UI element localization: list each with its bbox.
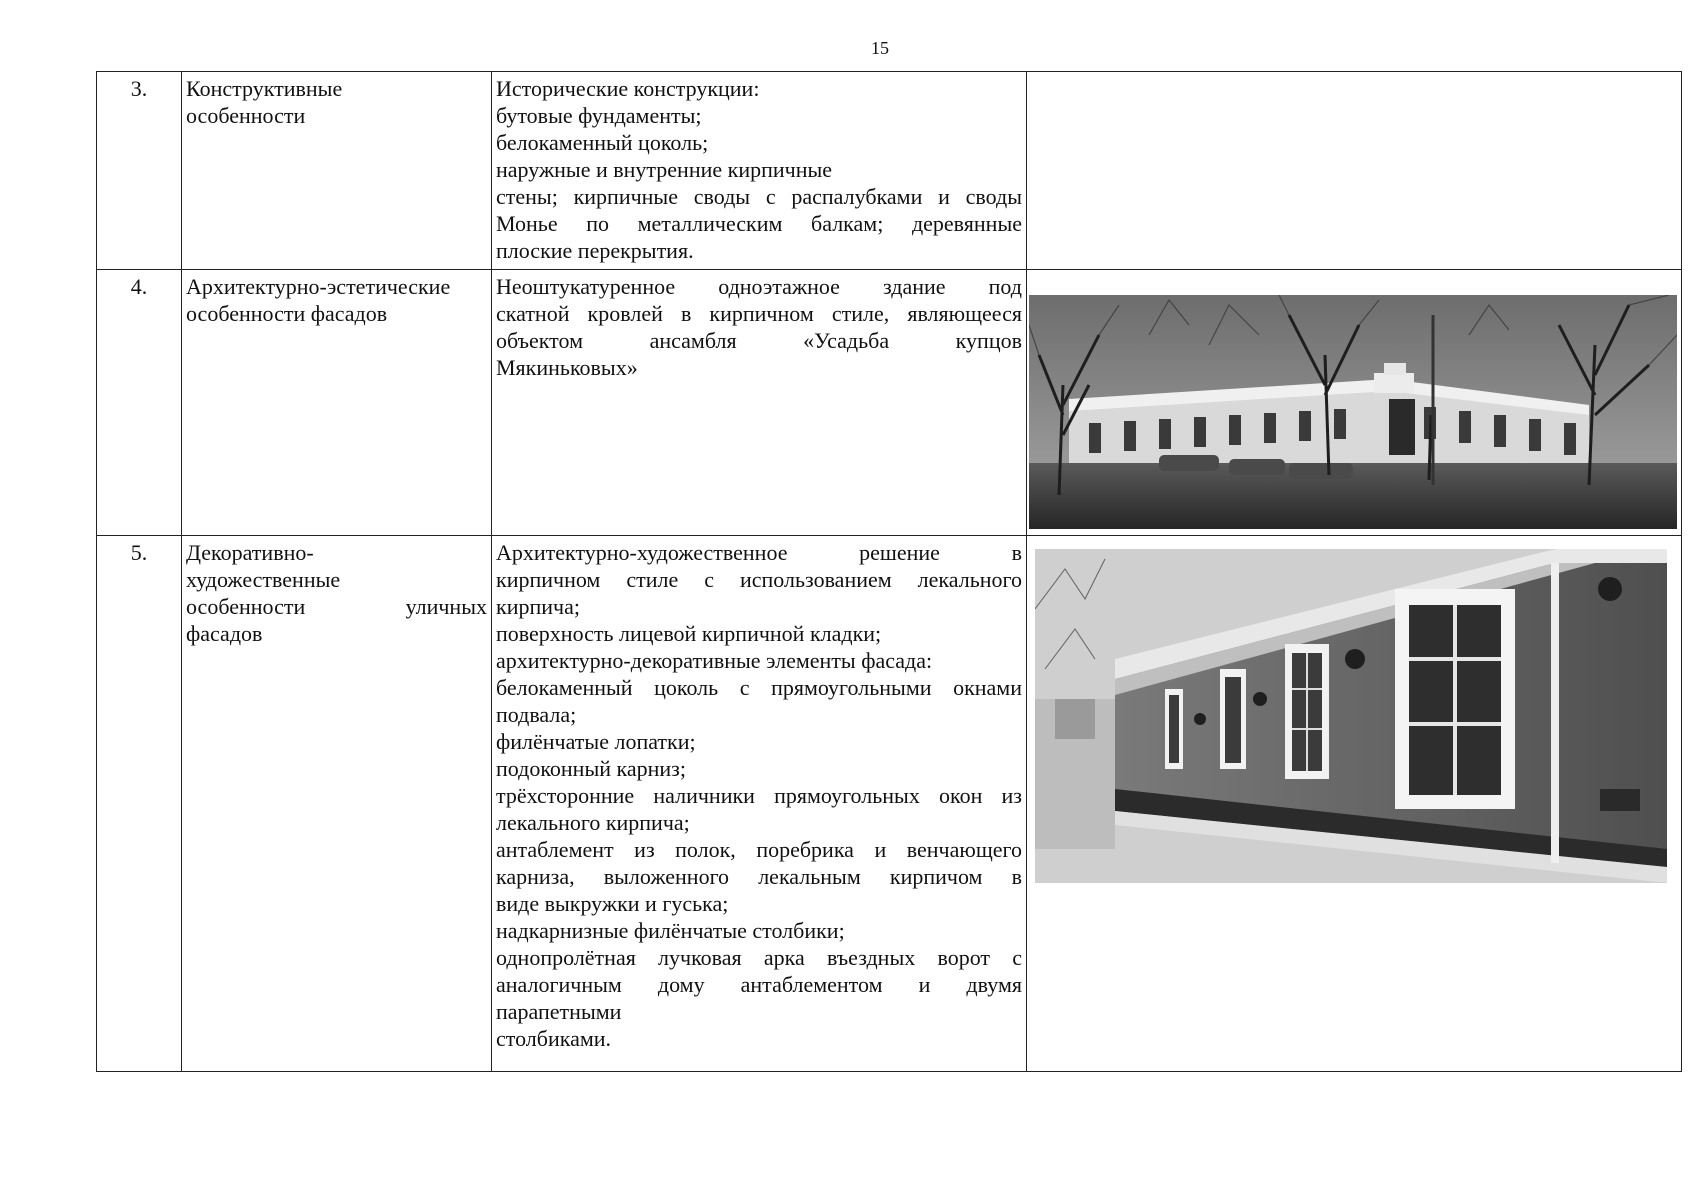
row-number: 4. — [97, 270, 182, 536]
description-line: скатной кровлей в кирпичном стиле, являющееся — [496, 301, 1022, 326]
photo-corner-building-street — [1029, 295, 1677, 529]
description-line: парапетными — [496, 999, 622, 1024]
description-line: бутовые фундаменты; — [496, 103, 702, 128]
description-line: лекального кирпича; — [496, 810, 690, 835]
description-line: белокаменный цоколь с прямоугольными окнами — [496, 675, 1022, 700]
description-line: трёхсторонние наличники прямоугольных окон из — [496, 783, 1022, 808]
description-line: Исторические конструкции: — [496, 76, 760, 101]
description-line: аналогичным дому антаблементом и двумя — [496, 972, 1022, 997]
description-line: Архитектурно-художественное решение в — [496, 540, 1022, 565]
feature-name-line: фасадов — [186, 621, 263, 646]
description-line: объектом ансамбля «Усадьба купцов — [496, 328, 1022, 353]
feature-name-line: Конструктивные — [186, 76, 343, 101]
feature-name-line: особенности — [186, 103, 306, 128]
feature-name-line: особенности уличных — [186, 594, 487, 619]
description-line: кирпича; — [496, 594, 580, 619]
feature-name-line: особенности фасадов — [186, 301, 388, 326]
description-line: столбиками. — [496, 1026, 612, 1051]
description-line: антаблемент из полок, поребрика и венчающего — [496, 837, 1022, 862]
table-row — [97, 536, 1682, 1072]
features-table — [96, 71, 1682, 1072]
description-line: надкарнизные филёнчатые столбики; — [496, 918, 845, 943]
feature-description — [492, 270, 1027, 536]
feature-name-line: художественные — [186, 567, 341, 592]
description-line: подвала; — [496, 702, 577, 727]
description-line: Монье по металлическим балкам; деревянные — [496, 211, 1022, 236]
feature-name — [182, 536, 492, 1072]
description-line: плоские перекрытия. — [496, 238, 694, 263]
description-line: стены; кирпичные своды с распалубками и своды — [496, 184, 1022, 209]
description-line: подоконный карниз; — [496, 756, 686, 781]
description-line: филёнчатые лопатки; — [496, 729, 696, 754]
row-number: 3. — [97, 72, 182, 270]
image-cell — [1027, 536, 1682, 1072]
description-line: поверхность лицевой кирпичной кладки; — [496, 621, 882, 646]
description-line: архитектурно-декоративные элементы фасада: — [496, 648, 933, 673]
description-line: кирпичном стиле с использованием лекального — [496, 567, 1022, 592]
feature-name-line: Архитектурно-эстетические — [186, 274, 451, 299]
feature-name — [182, 72, 492, 270]
description-line: белокаменный цоколь; — [496, 130, 709, 155]
description-line: Неоштукатуренное одноэтажное здание под — [496, 274, 1022, 299]
feature-name-line: Декоративно- — [186, 540, 314, 565]
description-line: карниза, выложенного лекальным кирпичом в — [496, 864, 1022, 889]
table-row — [97, 72, 1682, 270]
image-cell-empty — [1027, 72, 1682, 270]
description-line: однопролётная лучковая арка въездных ворот с — [496, 945, 1022, 970]
description-line: Мякиньковых» — [496, 355, 638, 380]
feature-description — [492, 536, 1027, 1072]
feature-name — [182, 270, 492, 536]
image-cell — [1027, 270, 1682, 536]
photo-facade-windows — [1035, 549, 1667, 883]
page-number-text: 15 — [871, 38, 889, 58]
table-row — [97, 270, 1682, 536]
feature-description — [492, 72, 1027, 270]
description-line: виде выкружки и гуська; — [496, 891, 729, 916]
row-number: 5. — [97, 536, 182, 1072]
description-line: наружные и внутренние кирпичные — [496, 157, 833, 182]
